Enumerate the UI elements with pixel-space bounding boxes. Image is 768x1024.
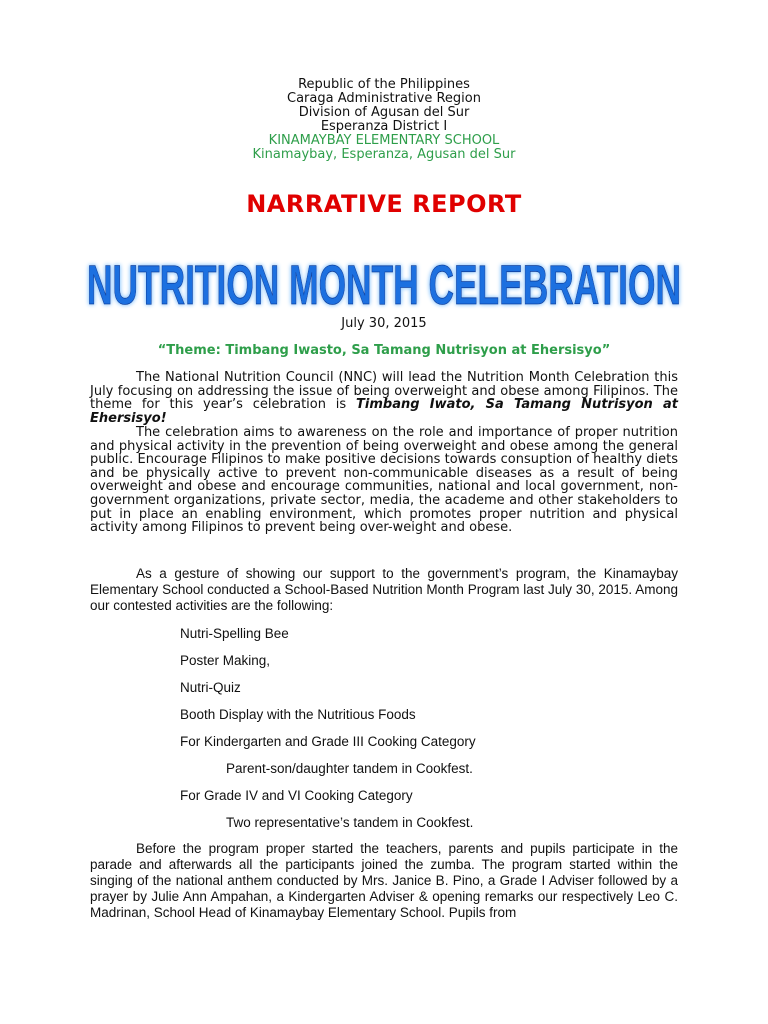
paragraph-intro	[90, 371, 678, 425]
header-school-name: KINAMAYBAY ELEMENTARY SCHOOL	[268, 133, 500, 148]
header-line-republic: Republic of the Philippines	[298, 77, 470, 92]
activity-item: Poster Making,	[180, 653, 271, 668]
activity-item: For Kindergarten and Grade III Cooking Category	[180, 734, 476, 749]
banner-text: NUTRITION MONTH CELEBRATION	[87, 253, 681, 310]
paragraph-celebration	[90, 426, 678, 535]
paragraph-celebration-text: The celebration aims to awareness on the role and importance of proper nutrition and physical activity in the prevention of being overweight and obese among the general public. Encourage Filipinos to make positive decisions towards consuption of healthy diets and be physically active to prevent non-communicable diseases as a result of being overweight and obese and encourage communities, national and local government, non-government organizations, private sector, media, the academe and other stakeholders to put in place an enabling environment, which promotes proper nutrition and physical activity among Filipinos to prevent being over-weight and obese.	[90, 425, 678, 536]
header-line-region: Caraga Administrative Region	[287, 91, 481, 106]
report-title: NARRATIVE REPORT	[246, 190, 522, 218]
paragraph-support	[90, 566, 678, 614]
activity-subitem: Parent-son/daughter tandem in Cookfest.	[226, 761, 473, 776]
activity-item: Nutri-Quiz	[180, 680, 241, 695]
header-line-district: Esperanza District I	[320, 119, 448, 134]
activity-item: Booth Display with the Nutritious Foods	[180, 707, 416, 722]
theme-line: “Theme: Timbang Iwasto, Sa Tamang Nutrisyon at Ehersisyo”	[157, 343, 611, 358]
activity-subitem: Two representative’s tandem in Cookfest.	[226, 815, 474, 830]
paragraph-intro-theme: Timbang Iwato, Sa Tamang Nutrisyon at Ehersisyo!	[90, 397, 678, 426]
header-line-division: Division of Agusan del Sur	[298, 105, 470, 120]
header-school-address: Kinamaybay, Esperanza, Agusan del Sur	[252, 147, 516, 162]
paragraph-support-text: As a gesture of showing our support to the government’s program, the Kinamaybay Elementary School conducted a School-Based Nutrition Month Program last July 30, 2015. Among our contested activities are the following:	[90, 566, 678, 613]
paragraph-program-text: Before the program proper started the teachers, parents and pupils participate in the parade and afterwards all the participants joined the zumba. The program started within the singing of the national anthem conducted by Mrs. Janice B. Pino, a Grade I Adviser followed by a prayer by Julie Ann Ampahan, a Kindergarten Adviser & opening remarks our respectively Leo C. Madrinan, School Head of Kinamaybay Elementary School. Pupils from	[90, 841, 678, 920]
paragraph-intro-text: The National Nutrition Council (NNC) will lead the Nutrition Month Celebration this July focusing on addressing the issue of being overweight and obese among Filipinos. The theme for this year’s celebration is	[90, 370, 678, 413]
activity-item: For Grade IV and VI Cooking Category	[180, 788, 413, 803]
wordart-banner	[0, 246, 768, 310]
paragraph-program	[90, 841, 678, 921]
activity-item: Nutri-Spelling Bee	[180, 626, 289, 641]
report-date: July 30, 2015	[341, 316, 427, 331]
